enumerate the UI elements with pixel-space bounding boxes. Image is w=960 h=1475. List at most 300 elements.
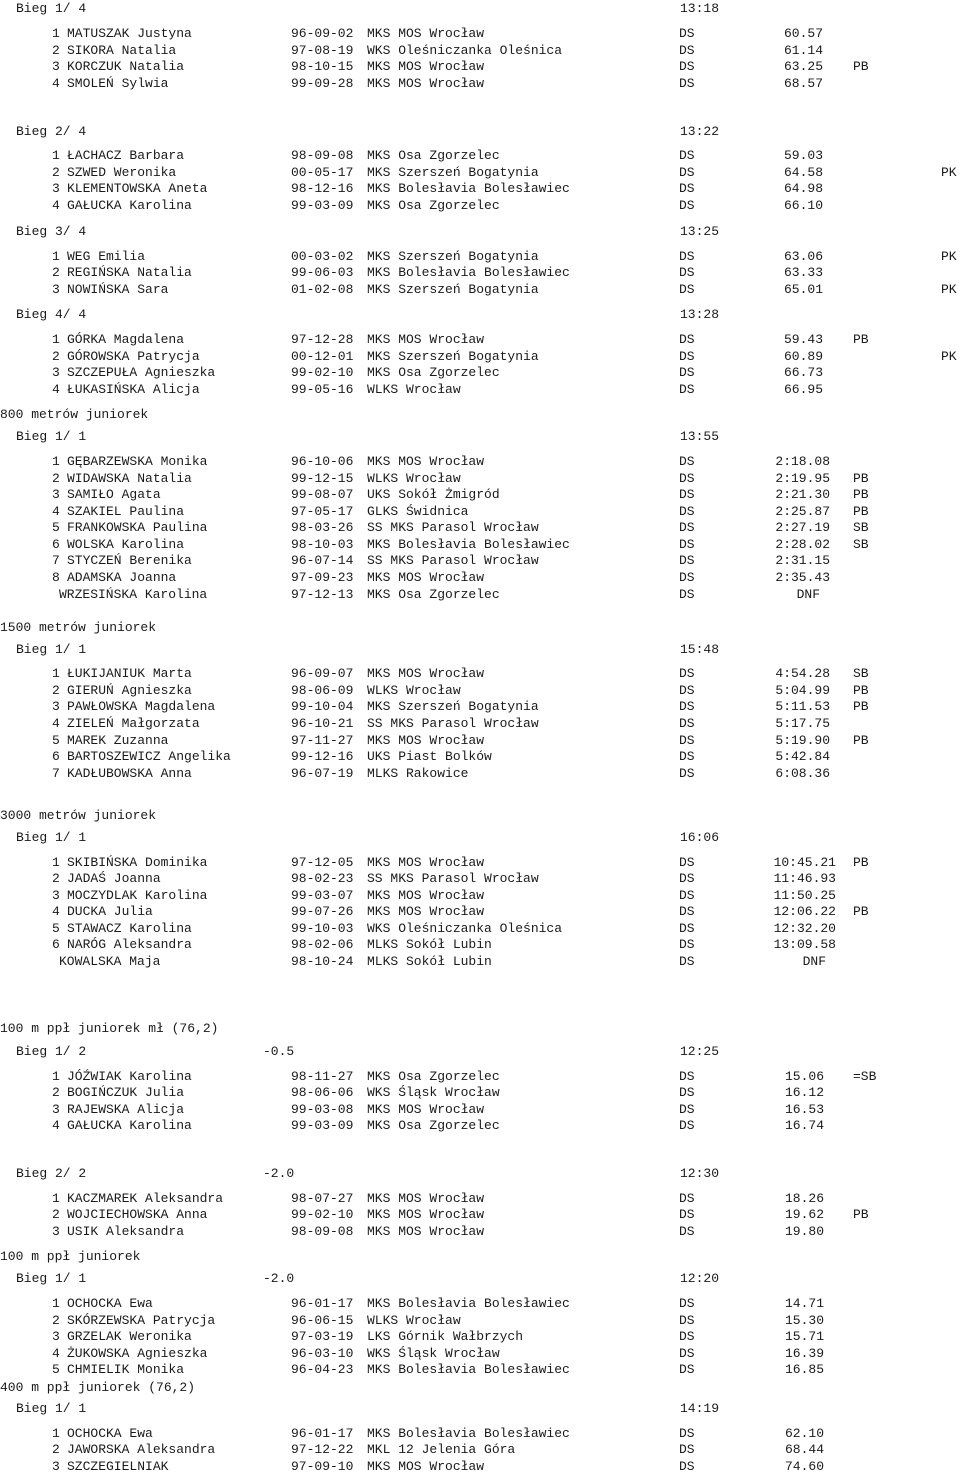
event-title bbox=[0, 1248, 960, 1265]
category-code: DS bbox=[679, 43, 695, 58]
record-badge: PB bbox=[853, 683, 869, 698]
category-code: DS bbox=[679, 1102, 695, 1117]
birth-date: 99-10-03 bbox=[291, 921, 354, 936]
heat-header bbox=[0, 1043, 960, 1060]
birth-date: 00-03-02 bbox=[291, 249, 354, 264]
result-cell bbox=[700, 180, 823, 197]
heat-label: Bieg 1/ 1 bbox=[16, 830, 87, 845]
result-value: 66.10 bbox=[783, 198, 823, 213]
place: 1 bbox=[52, 26, 60, 41]
result-cell bbox=[700, 1425, 824, 1442]
result-value: DNF bbox=[802, 954, 826, 969]
category-code: DS bbox=[679, 553, 695, 568]
birth-date: 99-10-04 bbox=[291, 699, 354, 714]
place: 1 bbox=[52, 148, 60, 163]
club-name: MKS MOS Wrocław bbox=[367, 1191, 485, 1206]
place: 2 bbox=[52, 1207, 60, 1222]
birth-date: 99-02-10 bbox=[291, 365, 354, 380]
athlete-name: ŁACHACZ Barbara bbox=[67, 148, 185, 163]
heat-header bbox=[0, 428, 960, 445]
club-name: MKS Bolesłavia Bolesławiec bbox=[367, 181, 570, 196]
result-row bbox=[0, 1223, 960, 1240]
category-code: DS bbox=[679, 954, 695, 969]
club-name: WLKS Wrocław bbox=[367, 683, 461, 698]
place: 3 bbox=[52, 1329, 60, 1344]
place: 4 bbox=[52, 716, 60, 731]
club-name: MKL 12 Jelenia Góra bbox=[367, 1442, 516, 1457]
result-cell bbox=[700, 903, 836, 920]
category-code: DS bbox=[679, 733, 695, 748]
birth-date: 97-05-17 bbox=[291, 504, 354, 519]
club-name: MKS MOS Wrocław bbox=[367, 570, 485, 585]
record-badge: PB bbox=[853, 487, 869, 502]
heat-label: Bieg 1/ 1 bbox=[16, 1271, 87, 1286]
result-value: 62.10 bbox=[784, 1426, 824, 1441]
place: 3 bbox=[52, 365, 60, 380]
event-title-text: 1500 metrów juniorek bbox=[0, 620, 157, 635]
result-value: 2:25.87 bbox=[775, 504, 830, 519]
result-row bbox=[0, 1295, 960, 1312]
place: 3 bbox=[52, 1224, 60, 1239]
result-row bbox=[0, 715, 960, 732]
place: 2 bbox=[52, 871, 60, 886]
result-cell bbox=[700, 536, 830, 553]
result-row bbox=[0, 180, 960, 197]
athlete-name: KLEMENTOWSKA Aneta bbox=[67, 181, 208, 196]
heat-label: Bieg 1/ 4 bbox=[16, 1, 87, 16]
athlete-name: DUCKA Julia bbox=[67, 904, 153, 919]
athlete-name: FRANKOWSKA Paulina bbox=[67, 520, 208, 535]
category-code: DS bbox=[679, 1329, 695, 1344]
result-value: 2:21.30 bbox=[775, 487, 830, 502]
birth-date: 96-10-21 bbox=[291, 716, 354, 731]
athlete-name: ZIELEŃ Małgorzata bbox=[67, 716, 200, 731]
result-row bbox=[0, 519, 960, 536]
category-code: DS bbox=[679, 454, 695, 469]
result-value: 74.60 bbox=[784, 1459, 824, 1474]
club-name: MKS MOS Wrocław bbox=[367, 733, 485, 748]
category-code: DS bbox=[679, 1459, 695, 1474]
birth-date: 98-07-27 bbox=[291, 1191, 354, 1206]
result-value: 10:45.21 bbox=[773, 855, 836, 870]
category-code: DS bbox=[679, 1224, 695, 1239]
result-cell bbox=[700, 147, 823, 164]
result-cell bbox=[700, 1345, 824, 1362]
birth-date: 99-06-03 bbox=[291, 265, 354, 280]
result-row bbox=[0, 1345, 960, 1362]
result-row bbox=[0, 887, 960, 904]
place: 6 bbox=[52, 749, 60, 764]
category-code: DS bbox=[679, 570, 695, 585]
birth-date: 00-12-01 bbox=[291, 349, 354, 364]
category-code: DS bbox=[679, 504, 695, 519]
place: 3 bbox=[52, 1102, 60, 1117]
athlete-name: GÓROWSKA Patrycja bbox=[67, 349, 200, 364]
place: 2 bbox=[52, 265, 60, 280]
athlete-name: BOGIŃCZUK Julia bbox=[67, 1085, 185, 1100]
result-cell bbox=[700, 698, 830, 715]
birth-date: 96-03-10 bbox=[291, 1346, 354, 1361]
category-code: DS bbox=[679, 198, 695, 213]
place: 1 bbox=[52, 454, 60, 469]
birth-date: 96-07-14 bbox=[291, 553, 354, 568]
place: 3 bbox=[52, 282, 60, 297]
category-code: DS bbox=[679, 1362, 695, 1377]
birth-date: 99-08-07 bbox=[291, 487, 354, 502]
result-value: 59.03 bbox=[783, 148, 823, 163]
athlete-name: WOLSKA Karolina bbox=[67, 537, 185, 552]
heat-time: 13:25 bbox=[680, 224, 720, 239]
result-value: 61.14 bbox=[783, 43, 823, 58]
birth-date: 98-02-06 bbox=[291, 937, 354, 952]
wind-value: -0.5 bbox=[263, 1044, 295, 1059]
result-row bbox=[0, 1117, 960, 1134]
club-name: MKS Osa Zgorzelec bbox=[367, 148, 500, 163]
heat-label: Bieg 1/ 1 bbox=[16, 642, 87, 657]
category-code: DS bbox=[679, 1191, 695, 1206]
place: 1 bbox=[52, 332, 60, 347]
result-cell bbox=[700, 1206, 824, 1223]
result-value: 2:35.43 bbox=[775, 570, 830, 585]
result-cell bbox=[700, 470, 830, 487]
birth-date: 98-09-08 bbox=[291, 1224, 354, 1239]
result-cell bbox=[700, 682, 830, 699]
heat-header bbox=[0, 1270, 960, 1287]
result-value: 60.89 bbox=[783, 349, 823, 364]
athlete-name: KACZMAREK Aleksandra bbox=[67, 1191, 224, 1206]
category-code: DS bbox=[679, 181, 695, 196]
category-code: DS bbox=[679, 666, 695, 681]
category-code: DS bbox=[679, 332, 695, 347]
result-cell bbox=[700, 870, 836, 887]
club-name: MKS MOS Wrocław bbox=[367, 59, 485, 74]
place: 4 bbox=[52, 382, 60, 397]
athlete-name: STYCZEŃ Berenika bbox=[67, 553, 192, 568]
birth-date: 99-03-07 bbox=[291, 888, 354, 903]
club-name: MLKS Sokół Lubin bbox=[367, 937, 492, 952]
heat-label: Bieg 1/ 1 bbox=[16, 1401, 87, 1416]
result-value: 60.57 bbox=[783, 26, 823, 41]
result-cell bbox=[700, 1117, 824, 1134]
category-code: DS bbox=[679, 265, 695, 280]
club-name: WLKS Wrocław bbox=[367, 471, 461, 486]
category-code: DS bbox=[679, 587, 695, 602]
result-value: 11:50.25 bbox=[773, 888, 836, 903]
category-code: DS bbox=[679, 365, 695, 380]
result-row bbox=[0, 1101, 960, 1118]
place: 2 bbox=[52, 43, 60, 58]
category-code: DS bbox=[679, 26, 695, 41]
place: 5 bbox=[52, 1362, 60, 1377]
birth-date: 98-11-27 bbox=[291, 1069, 354, 1084]
category-code: DS bbox=[679, 59, 695, 74]
category-code: DS bbox=[679, 1118, 695, 1133]
category-code: DS bbox=[679, 683, 695, 698]
birth-date: 97-12-13 bbox=[291, 587, 354, 602]
result-cell bbox=[700, 264, 823, 281]
record-badge: PB bbox=[853, 733, 869, 748]
category-code: DS bbox=[679, 855, 695, 870]
club-name: MLKS Sokół Lubin bbox=[367, 954, 492, 969]
place: 4 bbox=[52, 904, 60, 919]
record-badge: =SB bbox=[853, 1069, 877, 1084]
athlete-name: REGIŃSKA Natalia bbox=[67, 265, 192, 280]
club-name: MKS Szerszeń Bogatynia bbox=[367, 165, 539, 180]
athlete-name: ŻUKOWSKA Agnieszka bbox=[67, 1346, 208, 1361]
athlete-name: WRZESIŃSKA Karolina bbox=[59, 587, 208, 602]
birth-date: 96-01-17 bbox=[291, 1426, 354, 1441]
athlete-name: SZCZEPUŁA Agnieszka bbox=[67, 365, 216, 380]
result-value: 16.12 bbox=[784, 1085, 824, 1100]
club-name: WKS Śląsk Wrocław bbox=[367, 1085, 500, 1100]
result-cell bbox=[700, 486, 830, 503]
result-value: 5:04.99 bbox=[775, 683, 830, 698]
result-cell bbox=[700, 1361, 824, 1378]
result-cell bbox=[700, 887, 836, 904]
club-name: WLKS Wrocław bbox=[367, 382, 461, 397]
record-badge: PB bbox=[853, 504, 869, 519]
place: 4 bbox=[52, 504, 60, 519]
result-row bbox=[0, 1441, 960, 1458]
result-value: 5:11.53 bbox=[775, 699, 830, 714]
heat-label: Bieg 1/ 1 bbox=[16, 429, 87, 444]
athlete-name: BARTOSZEWICZ Angelika bbox=[67, 749, 231, 764]
place: 7 bbox=[52, 766, 60, 781]
event-title bbox=[0, 807, 960, 824]
club-name: MKS MOS Wrocław bbox=[367, 1207, 485, 1222]
record-badge: PB bbox=[853, 1207, 869, 1222]
athlete-name: SIKORA Natalia bbox=[67, 43, 177, 58]
result-cell bbox=[700, 197, 823, 214]
athlete-name: SMOLEŃ Sylwia bbox=[67, 76, 169, 91]
result-row bbox=[0, 698, 960, 715]
club-name: MKS Osa Zgorzelec bbox=[367, 198, 500, 213]
pk-badge: PK bbox=[941, 165, 957, 180]
place: 3 bbox=[52, 487, 60, 502]
place: 1 bbox=[52, 249, 60, 264]
result-value: 2:28.02 bbox=[775, 537, 830, 552]
result-row bbox=[0, 1190, 960, 1207]
category-code: DS bbox=[679, 282, 695, 297]
birth-date: 98-10-03 bbox=[291, 537, 354, 552]
birth-date: 97-09-23 bbox=[291, 570, 354, 585]
category-code: DS bbox=[679, 1296, 695, 1311]
heat-label: Bieg 4/ 4 bbox=[16, 307, 87, 322]
club-name: UKS Piast Bolków bbox=[367, 749, 492, 764]
category-code: DS bbox=[679, 1085, 695, 1100]
result-row bbox=[0, 682, 960, 699]
birth-date: 98-06-06 bbox=[291, 1085, 354, 1100]
athlete-name: KADŁUBOWSKA Anna bbox=[67, 766, 192, 781]
result-row bbox=[0, 1425, 960, 1442]
record-badge: PB bbox=[853, 904, 869, 919]
category-code: DS bbox=[679, 921, 695, 936]
event-title-text: 100 m ppł juniorek bbox=[0, 1249, 141, 1264]
athlete-name: SZAKIEL Paulina bbox=[67, 504, 185, 519]
club-name: MKS MOS Wrocław bbox=[367, 855, 485, 870]
result-value: 15.71 bbox=[784, 1329, 824, 1344]
result-row bbox=[0, 248, 960, 265]
result-row bbox=[0, 1361, 960, 1378]
athlete-name: SAMIŁO Agata bbox=[67, 487, 161, 502]
place: 2 bbox=[52, 471, 60, 486]
result-value: 59.43 bbox=[783, 332, 823, 347]
athlete-name: KOWALSKA Maja bbox=[59, 954, 161, 969]
heat-time: 12:25 bbox=[680, 1044, 720, 1059]
result-row bbox=[0, 569, 960, 586]
result-row bbox=[0, 920, 960, 937]
result-cell bbox=[700, 1458, 824, 1475]
event-title-text: 100 m ppł juniorek mł (76,2) bbox=[0, 1021, 219, 1036]
club-name: MKS MOS Wrocław bbox=[367, 1459, 485, 1474]
result-row bbox=[0, 470, 960, 487]
club-name: WKS Śląsk Wrocław bbox=[367, 1346, 500, 1361]
club-name: MKS Szerszeń Bogatynia bbox=[367, 699, 539, 714]
result-cell bbox=[700, 586, 830, 603]
place: 4 bbox=[52, 198, 60, 213]
place: 6 bbox=[52, 537, 60, 552]
result-row bbox=[0, 536, 960, 553]
athlete-name: WIDAWSKA Natalia bbox=[67, 471, 192, 486]
athlete-name: GĘBARZEWSKA Monika bbox=[67, 454, 208, 469]
result-row bbox=[0, 381, 960, 398]
category-code: DS bbox=[679, 699, 695, 714]
place: 2 bbox=[52, 165, 60, 180]
place: 1 bbox=[52, 1191, 60, 1206]
athlete-name: JADAŚ Joanna bbox=[67, 871, 161, 886]
birth-date: 96-01-17 bbox=[291, 1296, 354, 1311]
result-cell bbox=[700, 42, 823, 59]
category-code: DS bbox=[679, 749, 695, 764]
athlete-name: OCHOCKA Ewa bbox=[67, 1426, 153, 1441]
heat-label: Bieg 2/ 4 bbox=[16, 124, 87, 139]
result-value: 68.57 bbox=[783, 76, 823, 91]
result-value: 66.95 bbox=[783, 382, 823, 397]
category-code: DS bbox=[679, 76, 695, 91]
result-cell bbox=[700, 1101, 824, 1118]
birth-date: 01-02-08 bbox=[291, 282, 354, 297]
birth-date: 00-05-17 bbox=[291, 165, 354, 180]
heat-time: 13:18 bbox=[680, 1, 720, 16]
athlete-name: GÓRKA Magdalena bbox=[67, 332, 185, 347]
category-code: DS bbox=[679, 249, 695, 264]
birth-date: 97-09-10 bbox=[291, 1459, 354, 1474]
result-value: 66.73 bbox=[783, 365, 823, 380]
result-cell bbox=[700, 854, 836, 871]
club-name: MKS Bolesłavia Bolesławiec bbox=[367, 1426, 570, 1441]
athlete-name: WEG Emilia bbox=[67, 249, 146, 264]
athlete-name: GRZELAK Weronika bbox=[67, 1329, 192, 1344]
category-code: DS bbox=[679, 904, 695, 919]
result-cell bbox=[700, 1084, 824, 1101]
birth-date: 98-06-09 bbox=[291, 683, 354, 698]
result-value: 65.01 bbox=[783, 282, 823, 297]
wind-value: -2.0 bbox=[263, 1271, 295, 1286]
place: 2 bbox=[52, 349, 60, 364]
result-value: 15.30 bbox=[784, 1313, 824, 1328]
club-name: MKS Osa Zgorzelec bbox=[367, 365, 500, 380]
result-row bbox=[0, 936, 960, 953]
result-row bbox=[0, 732, 960, 749]
birth-date: 97-03-19 bbox=[291, 1329, 354, 1344]
result-value: 15.06 bbox=[784, 1069, 824, 1084]
athlete-name: ŁUKASIŃSKA Alicja bbox=[67, 382, 200, 397]
athlete-name: PAWŁOWSKA Magdalena bbox=[67, 699, 216, 714]
result-row bbox=[0, 1084, 960, 1101]
result-value: 13:09.58 bbox=[773, 937, 836, 952]
result-value: 6:08.36 bbox=[775, 766, 830, 781]
result-value: 12:32.20 bbox=[773, 921, 836, 936]
place: 2 bbox=[52, 1313, 60, 1328]
place: 1 bbox=[52, 1426, 60, 1441]
category-code: DS bbox=[679, 165, 695, 180]
club-name: MKS MOS Wrocław bbox=[367, 1102, 485, 1117]
place: 7 bbox=[52, 553, 60, 568]
result-value: 11:46.93 bbox=[773, 871, 836, 886]
result-value: 19.80 bbox=[784, 1224, 824, 1239]
result-cell bbox=[700, 552, 830, 569]
result-row bbox=[0, 364, 960, 381]
athlete-name: NARÓG Aleksandra bbox=[67, 937, 192, 952]
club-name: MKS Osa Zgorzelec bbox=[367, 1118, 500, 1133]
result-cell bbox=[700, 1223, 824, 1240]
club-name: UKS Sokół Żmigród bbox=[367, 487, 500, 502]
record-badge: SB bbox=[853, 537, 869, 552]
result-row bbox=[0, 903, 960, 920]
place: 2 bbox=[52, 1085, 60, 1100]
club-name: MKS MOS Wrocław bbox=[367, 1224, 485, 1239]
result-cell bbox=[700, 381, 823, 398]
result-value: 5:42.84 bbox=[775, 749, 830, 764]
record-badge: SB bbox=[853, 666, 869, 681]
birth-date: 96-06-15 bbox=[291, 1313, 354, 1328]
result-value: 63.06 bbox=[783, 249, 823, 264]
birth-date: 97-12-05 bbox=[291, 855, 354, 870]
athlete-name: KORCZUK Natalia bbox=[67, 59, 185, 74]
athlete-name: MOCZYDLAK Karolina bbox=[67, 888, 208, 903]
birth-date: 99-03-08 bbox=[291, 1102, 354, 1117]
birth-date: 98-10-24 bbox=[291, 954, 354, 969]
result-cell bbox=[700, 75, 823, 92]
result-row bbox=[0, 197, 960, 214]
pk-badge: PK bbox=[941, 349, 957, 364]
heat-header bbox=[0, 1165, 960, 1182]
result-value: 5:17.75 bbox=[775, 716, 830, 731]
result-row bbox=[0, 75, 960, 92]
club-name: SS MKS Parasol Wrocław bbox=[367, 520, 539, 535]
birth-date: 97-12-22 bbox=[291, 1442, 354, 1457]
club-name: WKS Oleśniczanka Oleśnica bbox=[367, 921, 563, 936]
event-title-text: 400 m ppł juniorek (76,2) bbox=[0, 1380, 196, 1395]
club-name: MKS Bolesłavia Bolesławiec bbox=[367, 537, 570, 552]
athlete-name: GAŁUCKA Karolina bbox=[67, 1118, 192, 1133]
heat-time: 13:22 bbox=[680, 124, 720, 139]
heat-label: Bieg 3/ 4 bbox=[16, 224, 87, 239]
club-name: MKS MOS Wrocław bbox=[367, 454, 485, 469]
record-badge: PB bbox=[853, 471, 869, 486]
birth-date: 97-12-28 bbox=[291, 332, 354, 347]
athlete-name: SZCZEGIELNIAK bbox=[67, 1459, 169, 1474]
result-cell bbox=[700, 519, 830, 536]
result-cell bbox=[700, 665, 830, 682]
category-code: DS bbox=[679, 1346, 695, 1361]
birth-date: 99-03-09 bbox=[291, 198, 354, 213]
result-row bbox=[0, 1458, 960, 1475]
birth-date: 98-12-16 bbox=[291, 181, 354, 196]
place: 3 bbox=[52, 888, 60, 903]
result-cell bbox=[700, 1312, 824, 1329]
wind-value: -2.0 bbox=[263, 1166, 295, 1181]
